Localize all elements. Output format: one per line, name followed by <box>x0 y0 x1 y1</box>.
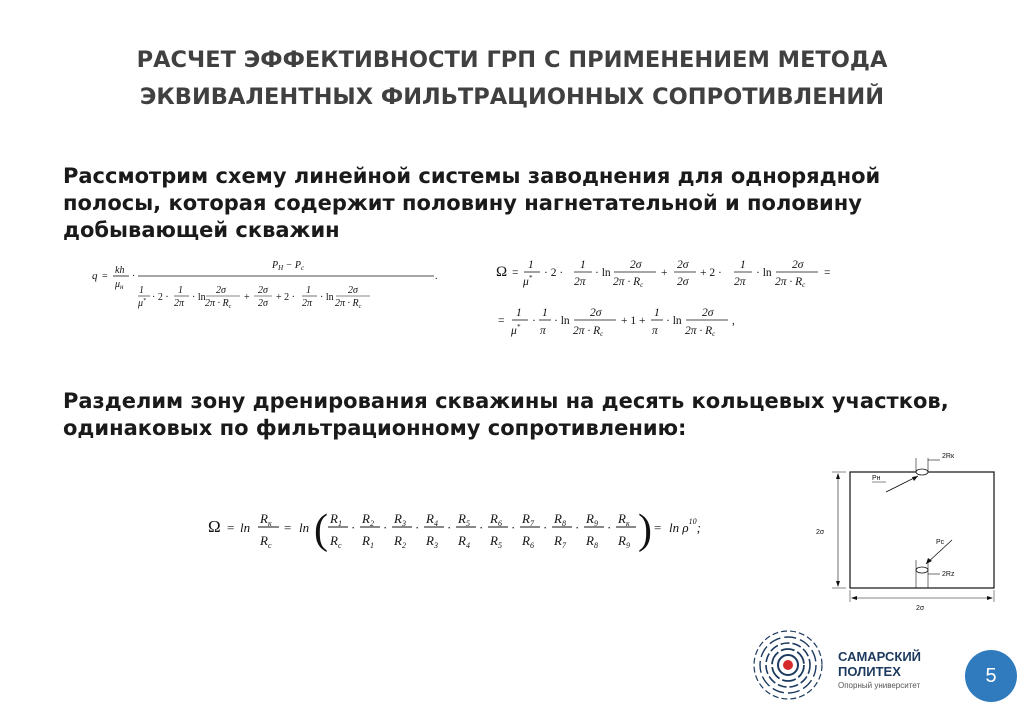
svg-text:R6: $R_6$ <box>522 533 534 550</box>
svg-text:2π · Rc: $2\pi \cdot R_c$ <box>205 298 232 310</box>
svg-text:R6: $R_6$ <box>490 511 502 528</box>
svg-text:1: 1 <box>580 259 586 271</box>
svg-text:R7: $R_7$ <box>554 533 566 550</box>
paragraph-scheme: Рассмотрим схему линейной системы заводнения для однорядной полосы, которая содержит половину нагнетательной и половину добывающей скважин <box>63 164 881 242</box>
svg-text:Ω: Ω <box>496 264 508 280</box>
svg-text:· ln: · ln <box>320 292 334 303</box>
svg-text:R3: $R_3$ <box>394 511 406 528</box>
svg-text:2π · Rc: 2π · Rc <box>573 325 604 338</box>
slide-title: РАСЧЕТ ЭФФЕКТИВНОСТИ ГРП С ПРИМЕНЕНИЕМ МЕТОДА ЭКВИВАЛЕНТНЫХ ФИЛЬТРАЦИОННЫХ СОПРОТИВЛЕНИЙ <box>136 47 888 110</box>
svg-text:π: π <box>540 325 546 337</box>
page-number-badge: 5 <box>965 650 1017 702</box>
svg-text:2π: 2π <box>174 298 185 309</box>
svg-text:·: · <box>447 520 452 535</box>
svg-text:·: · <box>532 315 536 327</box>
svg-text:R1: $R_1$ <box>362 533 374 550</box>
svg-text:1: 1 <box>528 259 534 271</box>
svg-text:2σ: 2σ <box>677 276 689 288</box>
svg-text:·: · <box>351 520 356 535</box>
formula-flow-rate <box>92 256 452 316</box>
svg-text:2σ: 2σ <box>702 307 714 319</box>
svg-text:·: · <box>575 520 580 535</box>
svg-text:,: , <box>732 315 735 327</box>
svg-text:· 2 ·: · 2 · <box>152 292 169 303</box>
svg-text:2π · Rc: 2π · Rc <box>685 325 716 338</box>
label-pn: Pн <box>872 475 881 482</box>
svg-text:R1: $R_1$ <box>330 511 342 528</box>
svg-text:=: = <box>102 271 108 282</box>
svg-text:q: q <box>92 270 98 282</box>
formula-omega-zones <box>206 496 746 568</box>
svg-text:R8: $R_8$ <box>586 533 598 550</box>
svg-text:Rc: $R_c$ <box>330 533 342 550</box>
logo-subtitle: Опорный университет <box>838 681 921 690</box>
svg-text:R3: $R_3$ <box>426 533 438 550</box>
label-2rz: 2Rz <box>942 571 955 578</box>
svg-text:R7: $R_7$ <box>522 511 534 528</box>
svg-text:2π · Rc: $2\pi \cdot R_c$ <box>335 298 362 310</box>
svg-text:2σ: 2σ <box>630 259 642 271</box>
svg-text:+ 2 ·: + 2 · <box>276 292 295 303</box>
svg-text:μ*: μ* <box>511 323 521 337</box>
svg-text:2σ: 2σ <box>216 285 226 296</box>
svg-text:1: 1 <box>516 307 522 319</box>
svg-text:=: = <box>654 520 662 535</box>
svg-text:+: + <box>244 292 250 303</box>
svg-text:2σ: 2σ <box>792 259 804 271</box>
svg-text:): ) <box>638 507 652 553</box>
svg-text:(: ( <box>314 507 328 553</box>
svg-text:μн: $\mu_н$ <box>115 279 124 291</box>
svg-text:1: 1 <box>542 307 548 319</box>
svg-text:· ln: · ln <box>666 315 682 327</box>
svg-text:1: 1 <box>654 307 660 319</box>
svg-text:μ*: μ* <box>523 274 533 288</box>
svg-text:R4: $R_4$ <box>458 533 470 550</box>
svg-text:R9: $R_9$ <box>586 511 598 528</box>
svg-text:R4: $R_4$ <box>426 511 438 528</box>
svg-text:ln: ln <box>240 520 251 535</box>
svg-text:=: = <box>824 267 831 279</box>
svg-text:=: = <box>512 267 519 279</box>
svg-text:=: = <box>498 315 505 327</box>
svg-text:ln ρ10;: $\ln \rho^{10}$; <box>669 517 701 535</box>
svg-text:·: · <box>479 520 484 535</box>
svg-text:2σ: 2σ <box>677 259 689 271</box>
svg-text:·: · <box>415 520 420 535</box>
svg-text:1: 1 <box>306 285 311 296</box>
svg-text:·: · <box>132 271 136 282</box>
svg-text:· ln: · ln <box>595 267 611 279</box>
samara-polytech-logo <box>748 628 978 703</box>
svg-text:1: 1 <box>139 285 144 296</box>
svg-text:Rc: $R_c$ <box>260 533 272 550</box>
label-2sigma-left: 2σ <box>816 529 825 536</box>
svg-text:2π · Rc: 2π · Rc <box>775 276 806 289</box>
svg-text:· 2 ·: · 2 · <box>544 267 564 279</box>
svg-text:Ω: Ω <box>208 517 221 536</box>
svg-text:+ 1 +: + 1 + <box>621 315 646 327</box>
label-2sigma-bottom: 2σ <box>916 605 925 612</box>
svg-text:.: . <box>435 271 438 282</box>
svg-text:2σ: 2σ <box>590 307 602 319</box>
svg-text:R5: $R_5$ <box>490 533 502 550</box>
svg-text:=: = <box>227 520 235 535</box>
formula-omega-resistance <box>494 252 904 344</box>
svg-text:ln: ln <box>299 520 310 535</box>
svg-text:2π: 2π <box>734 276 746 288</box>
svg-text:+: + <box>661 267 668 279</box>
svg-text:2σ: 2σ <box>258 298 268 309</box>
svg-text:Rк: $R_к$ <box>260 511 272 528</box>
svg-text:2π: 2π <box>302 298 313 309</box>
svg-text:·: · <box>511 520 516 535</box>
logo-name-line2: ПОЛИТЕХ <box>838 664 901 679</box>
svg-text:2π · Rc: 2π · Rc <box>613 276 644 289</box>
svg-text:· ln: · ln <box>192 292 206 303</box>
svg-text:·: · <box>607 520 612 535</box>
paragraph-zones: Разделим зону дренирования скважины на десять кольцевых участков, одинаковых по фильтрационному сопротивлению: <box>63 389 949 440</box>
svg-text:PН − Pc: $P_Н - P_c$ <box>272 260 305 272</box>
svg-text:R5: $R_5$ <box>458 511 470 528</box>
svg-text:1: 1 <box>740 259 746 271</box>
svg-text:2σ: 2σ <box>348 285 358 296</box>
svg-text:R8: $R_8$ <box>554 511 566 528</box>
svg-text:μ*: μ* <box>138 298 147 309</box>
svg-text:· ln: · ln <box>756 267 772 279</box>
svg-text:2π: 2π <box>574 276 586 288</box>
svg-text:2σ: 2σ <box>258 285 268 296</box>
svg-text:·: · <box>543 520 548 535</box>
svg-text:π: π <box>652 325 658 337</box>
label-2rk: 2Rк <box>942 453 955 460</box>
svg-text:R2: $R_2$ <box>394 533 406 550</box>
svg-text:R2: $R_2$ <box>362 511 374 528</box>
label-pc: Pc <box>936 539 945 546</box>
svg-text:· ln: · ln <box>554 315 570 327</box>
svg-text:·: · <box>383 520 388 535</box>
svg-text:=: = <box>284 520 292 535</box>
svg-text:1: 1 <box>178 285 183 296</box>
svg-text:Rк: $R_к$ <box>618 511 630 528</box>
svg-text:R9: $R_9$ <box>618 533 630 550</box>
svg-text:kh: kh <box>115 265 125 276</box>
strip-scheme-diagram <box>812 446 1002 616</box>
svg-text:+ 2 ·: + 2 · <box>700 267 722 279</box>
logo-name-line1: САМАРСКИЙ <box>838 649 922 664</box>
